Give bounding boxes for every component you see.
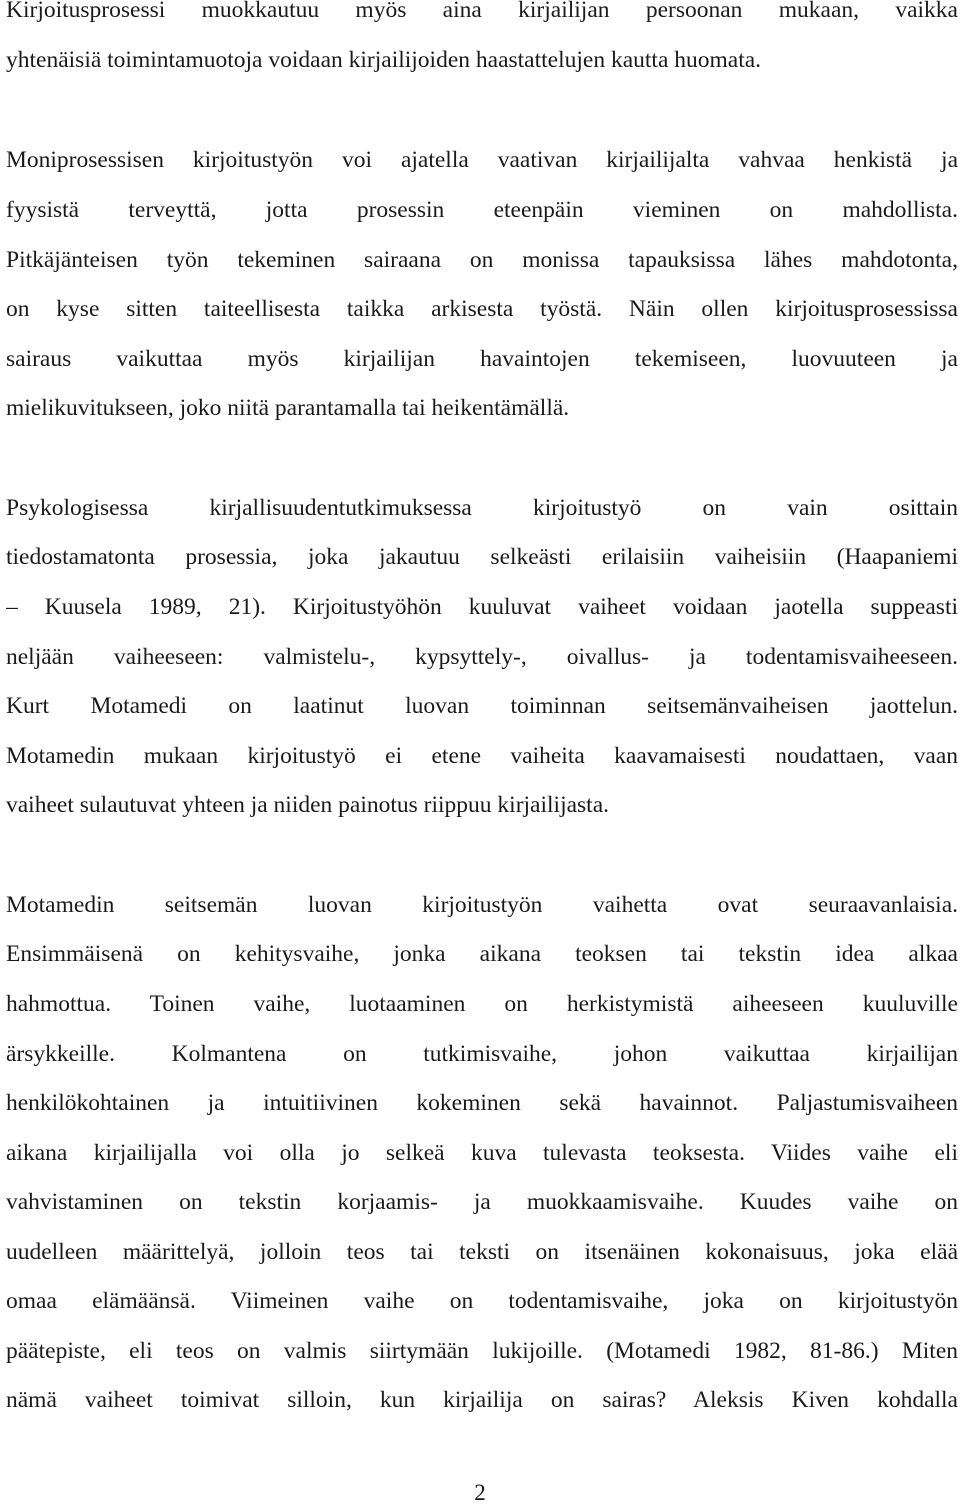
paragraph-2-line-1: Moniprosessisen kirjoitustyön voi ajatella vaativan kirjailijalta vahvaa henkistä ja xyxy=(6,147,958,173)
paragraph-4-line-9: omaa elämäänsä. Viimeinen vaihe on todentamisvaihe, joka on kirjoitustyön xyxy=(6,1288,958,1314)
paragraph-4-line-1: Motamedin seitsemän luovan kirjoitustyön vaihetta ovat seuraavanlaisia. xyxy=(6,892,958,918)
paragraph-3-line-4: neljään vaiheeseen: valmistelu-, kypsyttely-, oivallus- ja todentamisvaiheeseen. xyxy=(6,644,958,670)
paragraph-4-line-5: henkilökohtainen ja intuitiivinen kokeminen sekä havainnot. Paljastumisvaiheen xyxy=(6,1090,958,1116)
paragraph-3-line-7: vaiheet sulautuvat yhteen ja niiden painotus riippuu kirjailijasta. xyxy=(6,792,610,818)
paragraph-4-line-4: ärsykkeille. Kolmantena on tutkimisvaihe, johon vaikuttaa kirjailijan xyxy=(6,1041,958,1067)
paragraph-4-line-7: vahvistaminen on tekstin korjaamis- ja muokkaamisvaihe. Kuudes vaihe on xyxy=(6,1189,958,1215)
paragraph-4-line-11: nämä vaiheet toimivat silloin, kun kirjailija on sairas? Aleksis Kiven kohdalla xyxy=(6,1387,958,1413)
page-number: 2 xyxy=(474,1480,486,1505)
paragraph-3-line-3: – Kuusela 1989, 21). Kirjoitustyöhön kuuluvat vaiheet voidaan jaotella suppeasti xyxy=(6,594,958,620)
paragraph-2-line-4: on kyse sitten taiteellisesta taikka arkisesta työstä. Näin ollen kirjoitusprosessissa xyxy=(6,296,958,322)
paragraph-3-line-6: Motamedin mukaan kirjoitustyö ei etene vaiheita kaavamaisesti noudattaen, vaan xyxy=(6,743,958,769)
paragraph-4-line-2: Ensimmäisenä on kehitysvaihe, jonka aikana teoksen tai tekstin idea alkaa xyxy=(6,941,958,967)
paragraph-2-line-3: Pitkäjänteisen työn tekeminen sairaana on monissa tapauksissa lähes mahdotonta, xyxy=(6,247,958,273)
paragraph-2-line-5: sairaus vaikuttaa myös kirjailijan havaintojen tekemiseen, luovuuteen ja xyxy=(6,346,958,372)
paragraph-4-line-8: uudelleen määrittelyä, jolloin teos tai teksti on itsenäinen kokonaisuus, joka elää xyxy=(6,1239,958,1265)
paragraph-2-line-2: fyysistä terveyttä, jotta prosessin eteenpäin vieminen on mahdollista. xyxy=(6,197,958,223)
paragraph-1-line-1: Kirjoitusprosessi muokkautuu myös aina kirjailijan persoonan mukaan, vaikka xyxy=(6,0,958,23)
paragraph-3-line-5: Kurt Motamedi on laatinut luovan toiminnan seitsemänvaiheisen jaottelun. xyxy=(6,693,958,719)
paragraph-1-line-2: yhtenäisiä toimintamuotoja voidaan kirjailijoiden haastattelujen kautta huomata. xyxy=(6,47,762,73)
paragraph-4-line-3: hahmottua. Toinen vaihe, luotaaminen on herkistymistä aiheeseen kuuluville xyxy=(6,991,958,1017)
paragraph-4-line-10: päätepiste, eli teos on valmis siirtymään lukijoille. (Motamedi 1982, 81-86.) Miten xyxy=(6,1338,958,1364)
paragraph-4-line-6: aikana kirjailijalla voi olla jo selkeä kuva tulevasta teoksesta. Viides vaihe eli xyxy=(6,1140,958,1166)
paragraph-3-line-2: tiedostamatonta prosessia, joka jakautuu selkeästi erilaisiin vaiheisiin (Haapaniemi xyxy=(6,544,958,570)
paragraph-3-line-1: Psykologisessa kirjallisuudentutkimuksessa kirjoitustyö on vain osittain xyxy=(6,495,958,521)
paragraph-2-line-6: mielikuvitukseen, joko niitä parantamalla tai heikentämällä. xyxy=(6,395,570,421)
